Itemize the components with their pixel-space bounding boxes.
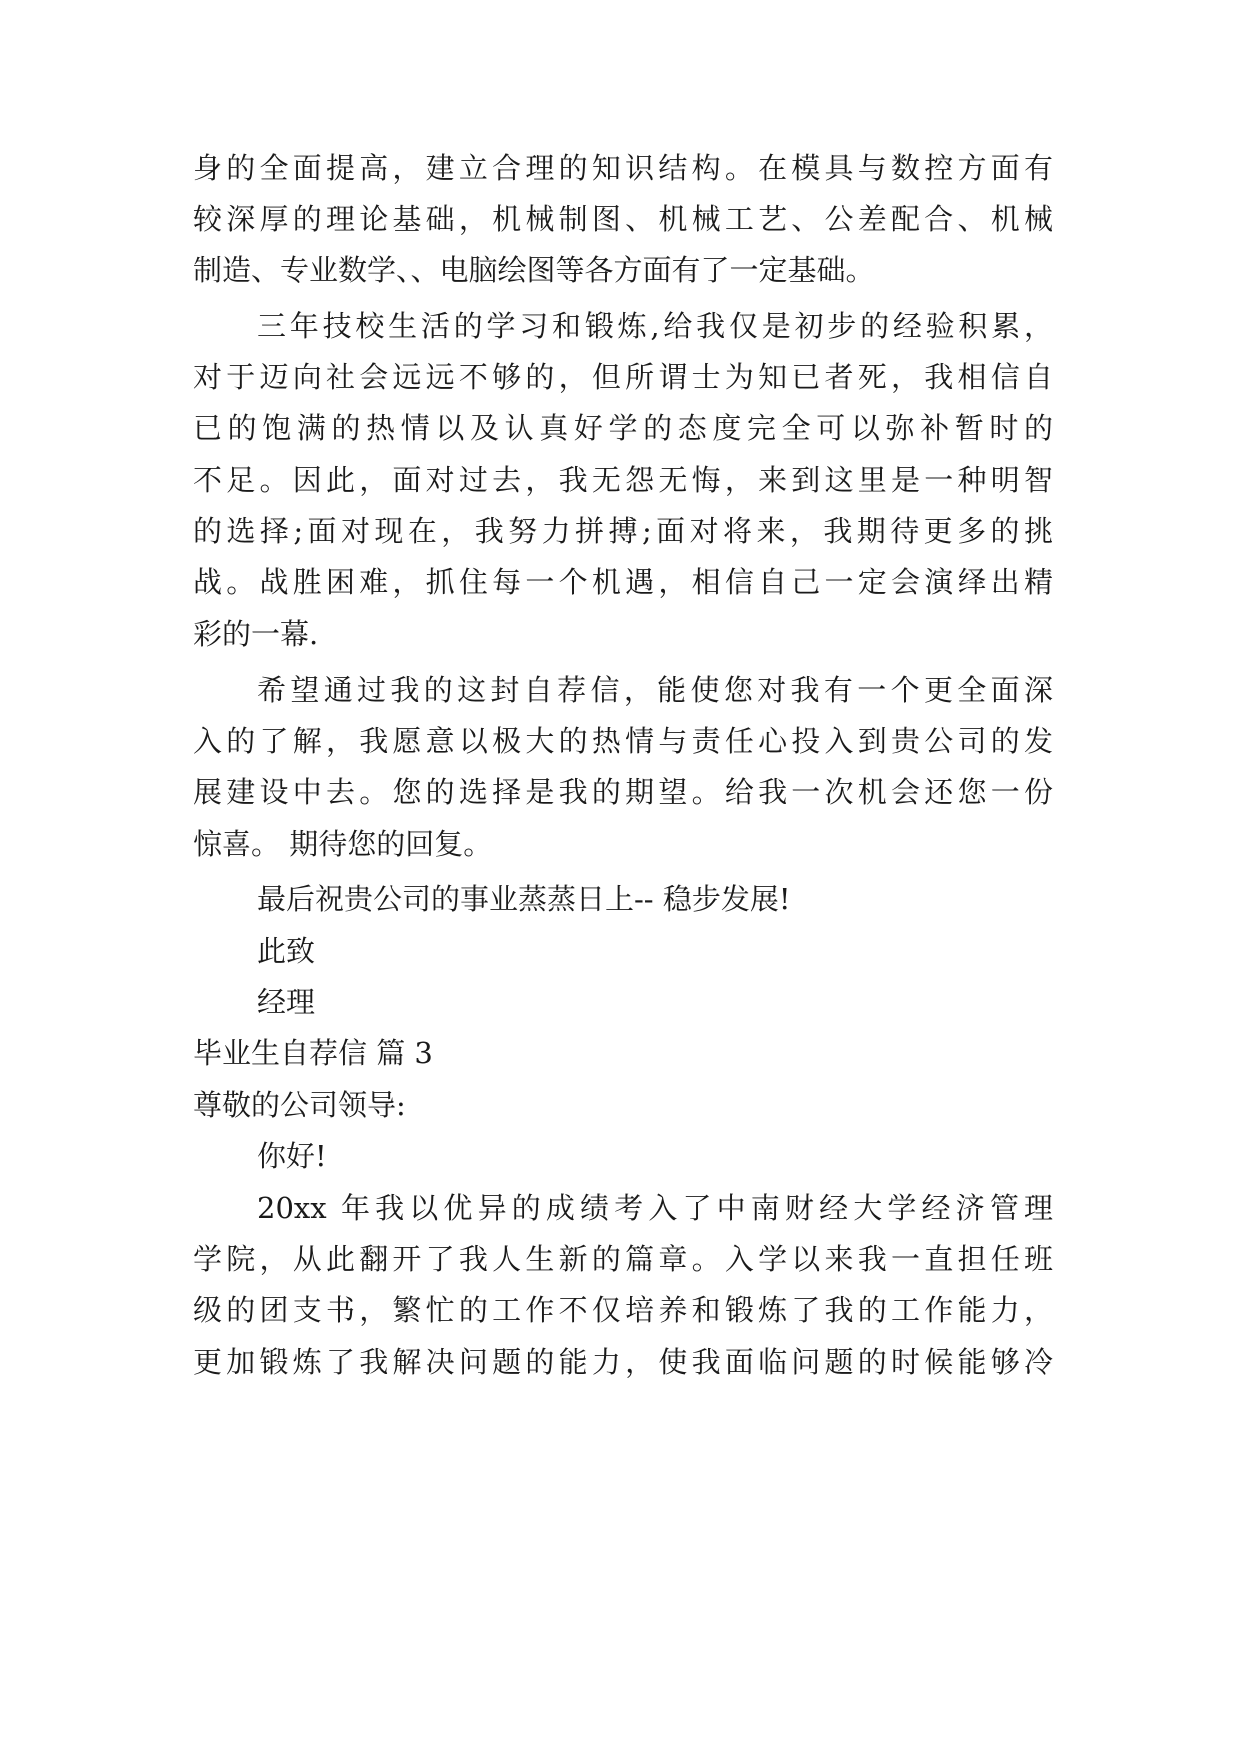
paragraph-line: 的选择;面对现在，我努力拼搏;面对将来，我期待更多的挑	[193, 514, 1053, 548]
section-heading: 毕业生自荐信 篇 3	[193, 1036, 433, 1070]
paragraph-line: 对于迈向社会远远不够的，但所谓士为知已者死，我相信自	[193, 360, 1053, 394]
letter-salutation: 尊敬的公司领导:	[193, 1088, 406, 1122]
paragraph-line: 20xx 年我以优异的成绩考入了中南财经大学经济管理	[257, 1191, 1053, 1225]
paragraph-line: 不足。因此，面对过去，我无怨无悔，来到这里是一种明智	[193, 463, 1053, 497]
paragraph-line: 制造、专业数学、、电脑绘图等各方面有了一定基础。	[193, 253, 875, 287]
salutation-close: 此致	[257, 934, 316, 968]
closing-wish: 最后祝贵公司的事业蒸蒸日上-- 稳步发展!	[257, 882, 791, 916]
paragraph-line: 展建设中去。您的选择是我的期望。给我一次机会还您一份	[193, 775, 1053, 809]
paragraph-line: 三年技校生活的学习和锻炼,给我仅是初步的经验积累，	[257, 309, 1053, 343]
paragraph-line: 更加锻炼了我解决问题的能力，使我面临问题的时候能够冷	[193, 1345, 1053, 1379]
paragraph-line: 级的团支书，繁忙的工作不仅培养和锻炼了我的工作能力，	[193, 1293, 1053, 1327]
paragraph-line: 彩的一幕.	[193, 617, 319, 651]
greeting: 你好!	[257, 1139, 327, 1173]
paragraph-line: 较深厚的理论基础，机械制图、机械工艺、公差配合、机械	[193, 202, 1053, 236]
paragraph-line: 惊喜。 期待您的回复。	[193, 827, 493, 861]
paragraph-line: 学院，从此翻开了我人生新的篇章。入学以来我一直担任班	[193, 1242, 1053, 1276]
recipient-title: 经理	[257, 985, 316, 1019]
paragraph-line: 战。战胜困难，抓住每一个机遇，相信自己一定会演绎出精	[193, 565, 1053, 599]
paragraph-line: 希望通过我的这封自荐信，能使您对我有一个更全面深	[257, 673, 1053, 707]
paragraph-line: 入的了解，我愿意以极大的热情与责任心投入到贵公司的发	[193, 724, 1053, 758]
paragraph-line: 已的饱满的热情以及认真好学的态度完全可以弥补暂时的	[193, 411, 1053, 445]
paragraph-line: 身的全面提高，建立合理的知识结构。在模具与数控方面有	[193, 151, 1053, 185]
